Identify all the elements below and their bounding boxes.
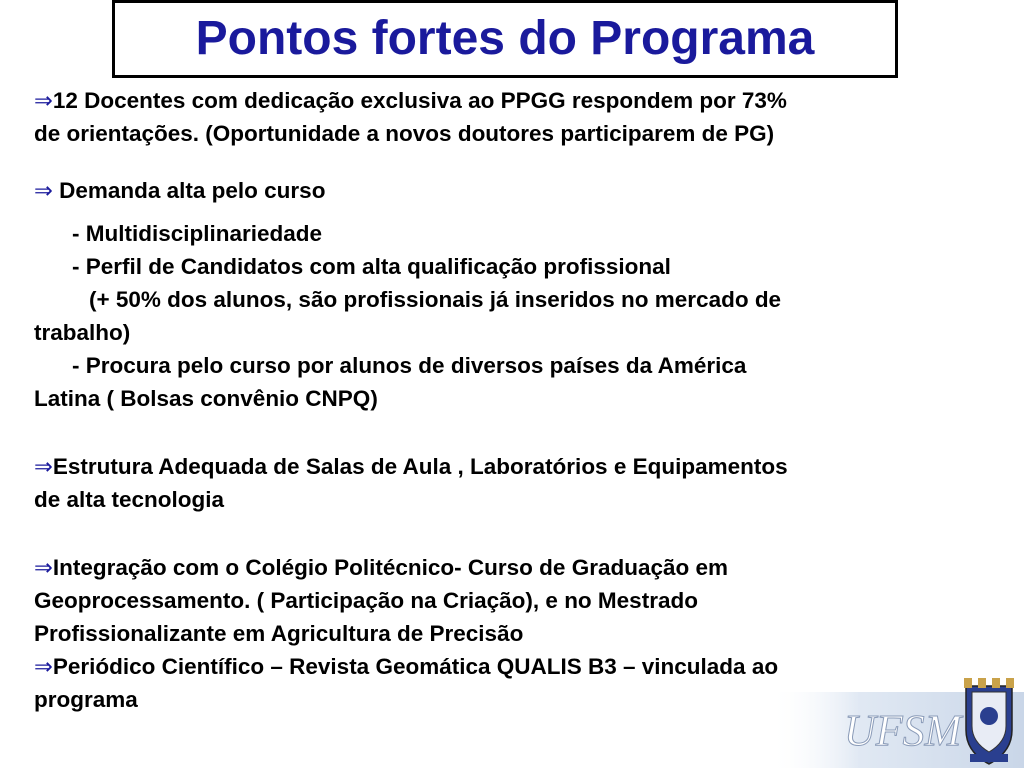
bullet-2: ⇒ Demanda alta pelo curso: [34, 178, 326, 203]
arrow-icon: ⇒: [34, 88, 53, 113]
sub-item: - Procura pelo curso por alunos de diversos países da América: [72, 353, 747, 378]
sub-item: - Multidisciplinariedade: [72, 221, 323, 246]
sub-item: trabalho): [34, 320, 131, 345]
slide-title: Pontos fortes do Programa: [195, 12, 815, 65]
sub-item: Latina ( Bolsas convênio CNPQ): [34, 386, 378, 411]
arrow-icon: ⇒: [34, 454, 53, 479]
arrow-icon: ⇒: [34, 654, 53, 679]
sub-item: - Perfil de Candidatos com alta qualificação profissional: [72, 254, 671, 279]
bullet-5-line-2: programa: [34, 687, 138, 712]
bullet-4-line-3: Profissionalizante em Agricultura de Precisão: [34, 621, 524, 646]
bullet-4-line-1: ⇒Integração com o Colégio Politécnico- Curso de Graduação em: [34, 555, 729, 580]
sub-item: (+ 50% dos alunos, são profissionais já inseridos no mercado de: [89, 287, 782, 312]
arrow-icon: ⇒: [34, 555, 53, 580]
bullet-3-line-2: de alta tecnologia: [34, 487, 225, 512]
logo-text: UFSM: [844, 706, 962, 755]
bullet-1-line-1: ⇒12 Docentes com dedicação exclusiva ao PPGG respondem por 73%: [34, 88, 787, 113]
slide-content: [34, 84, 1009, 716]
arrow-icon: ⇒: [34, 178, 53, 203]
title-box: [112, 0, 898, 78]
bullet-4-line-2: Geoprocessamento. ( Participação na Criação), e no Mestrado: [34, 588, 698, 613]
bullet-5-line-1: ⇒Periódico Científico – Revista Geomática QUALIS B3 – vinculada ao: [34, 654, 779, 679]
bullet-3-line-1: ⇒Estrutura Adequada de Salas de Aula , Laboratórios e Equipamentos: [34, 454, 788, 479]
bullet-1-line-2: de orientações. (Oportunidade a novos doutores participarem de PG): [34, 121, 775, 146]
ufsm-logo: [770, 670, 1024, 768]
